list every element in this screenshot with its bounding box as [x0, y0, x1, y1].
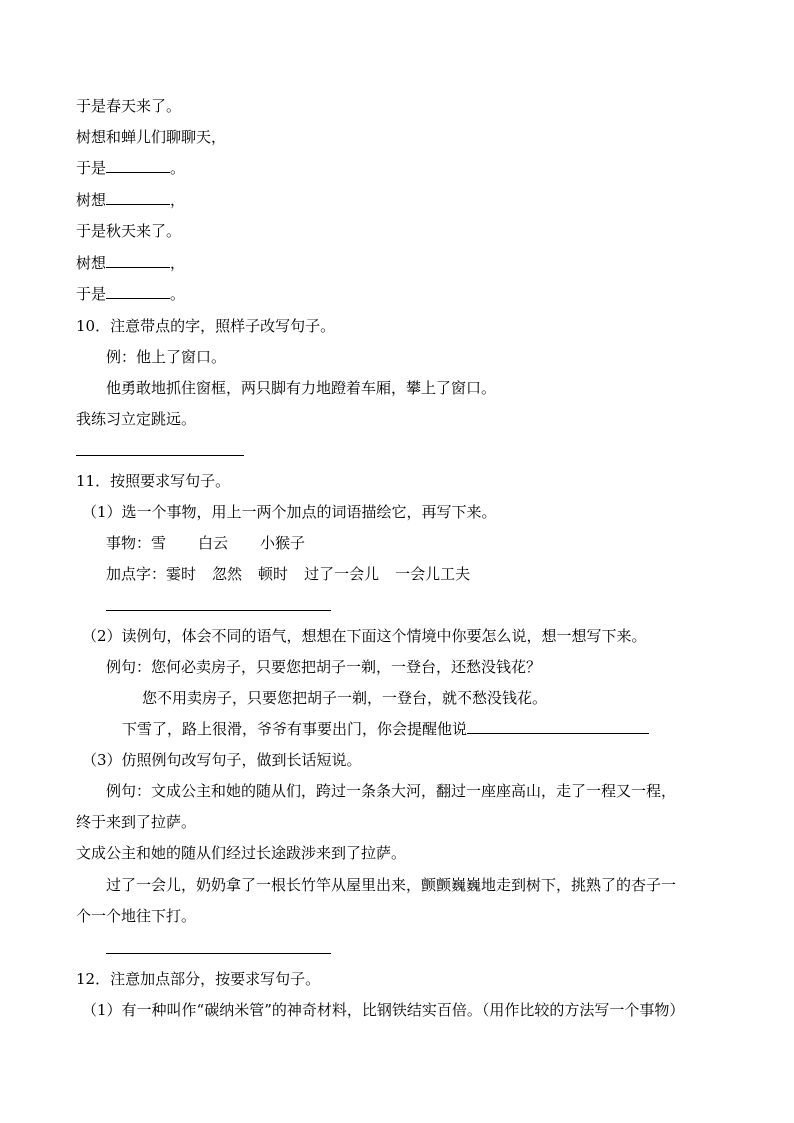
word-item: 霎时 [166, 565, 197, 583]
word-item: 顿时 [258, 565, 289, 583]
q11-task-3b: 个一个地往下打。 [76, 907, 197, 925]
word-item: 忽然 [212, 565, 243, 583]
word-item: 一会儿工夫 [395, 565, 471, 583]
poem-text: 于是 [76, 159, 107, 177]
q11-situation [122, 719, 649, 739]
q11-example-3c: 文成公主和她的随从们经过长途跋涉来到了拉萨。 [76, 844, 407, 862]
answer-blank[interactable] [106, 253, 170, 268]
q12-part-1: （1）有一种叫作“碳纳米管”的神奇材料，比钢铁结实百倍。（用作比较的方法写一个事物） [82, 1001, 685, 1019]
poem-line-2 [76, 127, 226, 147]
q11-1-answer-line[interactable] [106, 610, 331, 611]
q10-title: 10．注意带点的字，照样子改写句子。 [76, 317, 336, 335]
poem-text: 于是 [76, 285, 107, 303]
thing-item: 雪 [151, 534, 167, 552]
word-item: 过了一会儿 [304, 565, 380, 583]
answer-blank[interactable] [106, 190, 170, 205]
q11-example-b: 您不用卖房子，只要您把胡子一剃，一登台，就不愁没钱花。 [142, 689, 548, 707]
poem-line-3 [76, 158, 185, 178]
q10-example-2: 他勇敢地抓住窗框，两只脚有力地蹬着车厢，攀上了窗口。 [106, 379, 497, 397]
q11-things-row [106, 533, 305, 553]
poem-line-4 [76, 190, 185, 210]
q11-example-3b: 终于来到了拉萨。 [76, 813, 197, 831]
thing-item: 白云 [198, 534, 229, 552]
thing-item: 小猴子 [260, 534, 306, 552]
situation-text: 下雪了，路上很滑，爷爷有事要出门，你会提醒他说 [122, 720, 468, 738]
q11-title: 11．按照要求写句子。 [76, 472, 231, 490]
poem-text: 于是春天来了。 [76, 97, 182, 115]
poem-punct: ， [170, 191, 186, 209]
q11-part-3: （3）仿照例句改写句子，做到长话短说。 [82, 751, 362, 769]
poem-line-7 [76, 284, 185, 304]
q11-example-a: 例句：您何必卖房子，只要您把胡子一剃，一登台，还愁没钱花？ [106, 658, 542, 676]
q11-example-3a: 例句：文成公主和她的随从们，跨过一条条大河，翻过一座座高山，走了一程又一程， [106, 782, 677, 800]
q11-task-3a: 过了一会儿，奶奶拿了一根长竹竿从屋里出来，颤颤巍巍地走到树下，挑熟了的杏子一 [106, 876, 677, 894]
things-label: 事物： [106, 534, 152, 552]
poem-punct: 。 [170, 159, 186, 177]
poem-line-5 [76, 221, 181, 241]
poem-punct: 。 [170, 285, 186, 303]
answer-blank[interactable] [106, 284, 170, 299]
answer-blank[interactable] [106, 158, 170, 173]
q10-answer-line[interactable] [76, 455, 244, 456]
poem-line-1 [76, 96, 181, 116]
q11-3-answer-line[interactable] [106, 953, 331, 954]
poem-text: 树想 [76, 254, 107, 272]
poem-text: 树想 [76, 191, 107, 209]
answer-blank[interactable] [467, 719, 649, 734]
poem-punct: ， [170, 254, 186, 272]
q11-part-2: （2）读例句，体会不同的语气，想想在下面这个情境中你要怎么说，想一想写下来。 [82, 627, 647, 645]
poem-line-6 [76, 253, 185, 273]
q10-task: 我练习立定跳远。 [76, 410, 197, 428]
poem-text: 于是秋天来了。 [76, 222, 182, 240]
poem-text: 树想和蝉儿们聊聊天， [76, 128, 227, 146]
words-label: 加点字： [106, 565, 167, 583]
q11-words-row [106, 564, 470, 584]
q11-part-1: （1）选一个事物，用上一两个加点的词语描绘它，再写下来。 [82, 503, 497, 521]
q12-title: 12．注意加点部分，按要求写句子。 [76, 970, 321, 988]
q10-example-1: 例：他上了窗口。 [106, 348, 227, 366]
